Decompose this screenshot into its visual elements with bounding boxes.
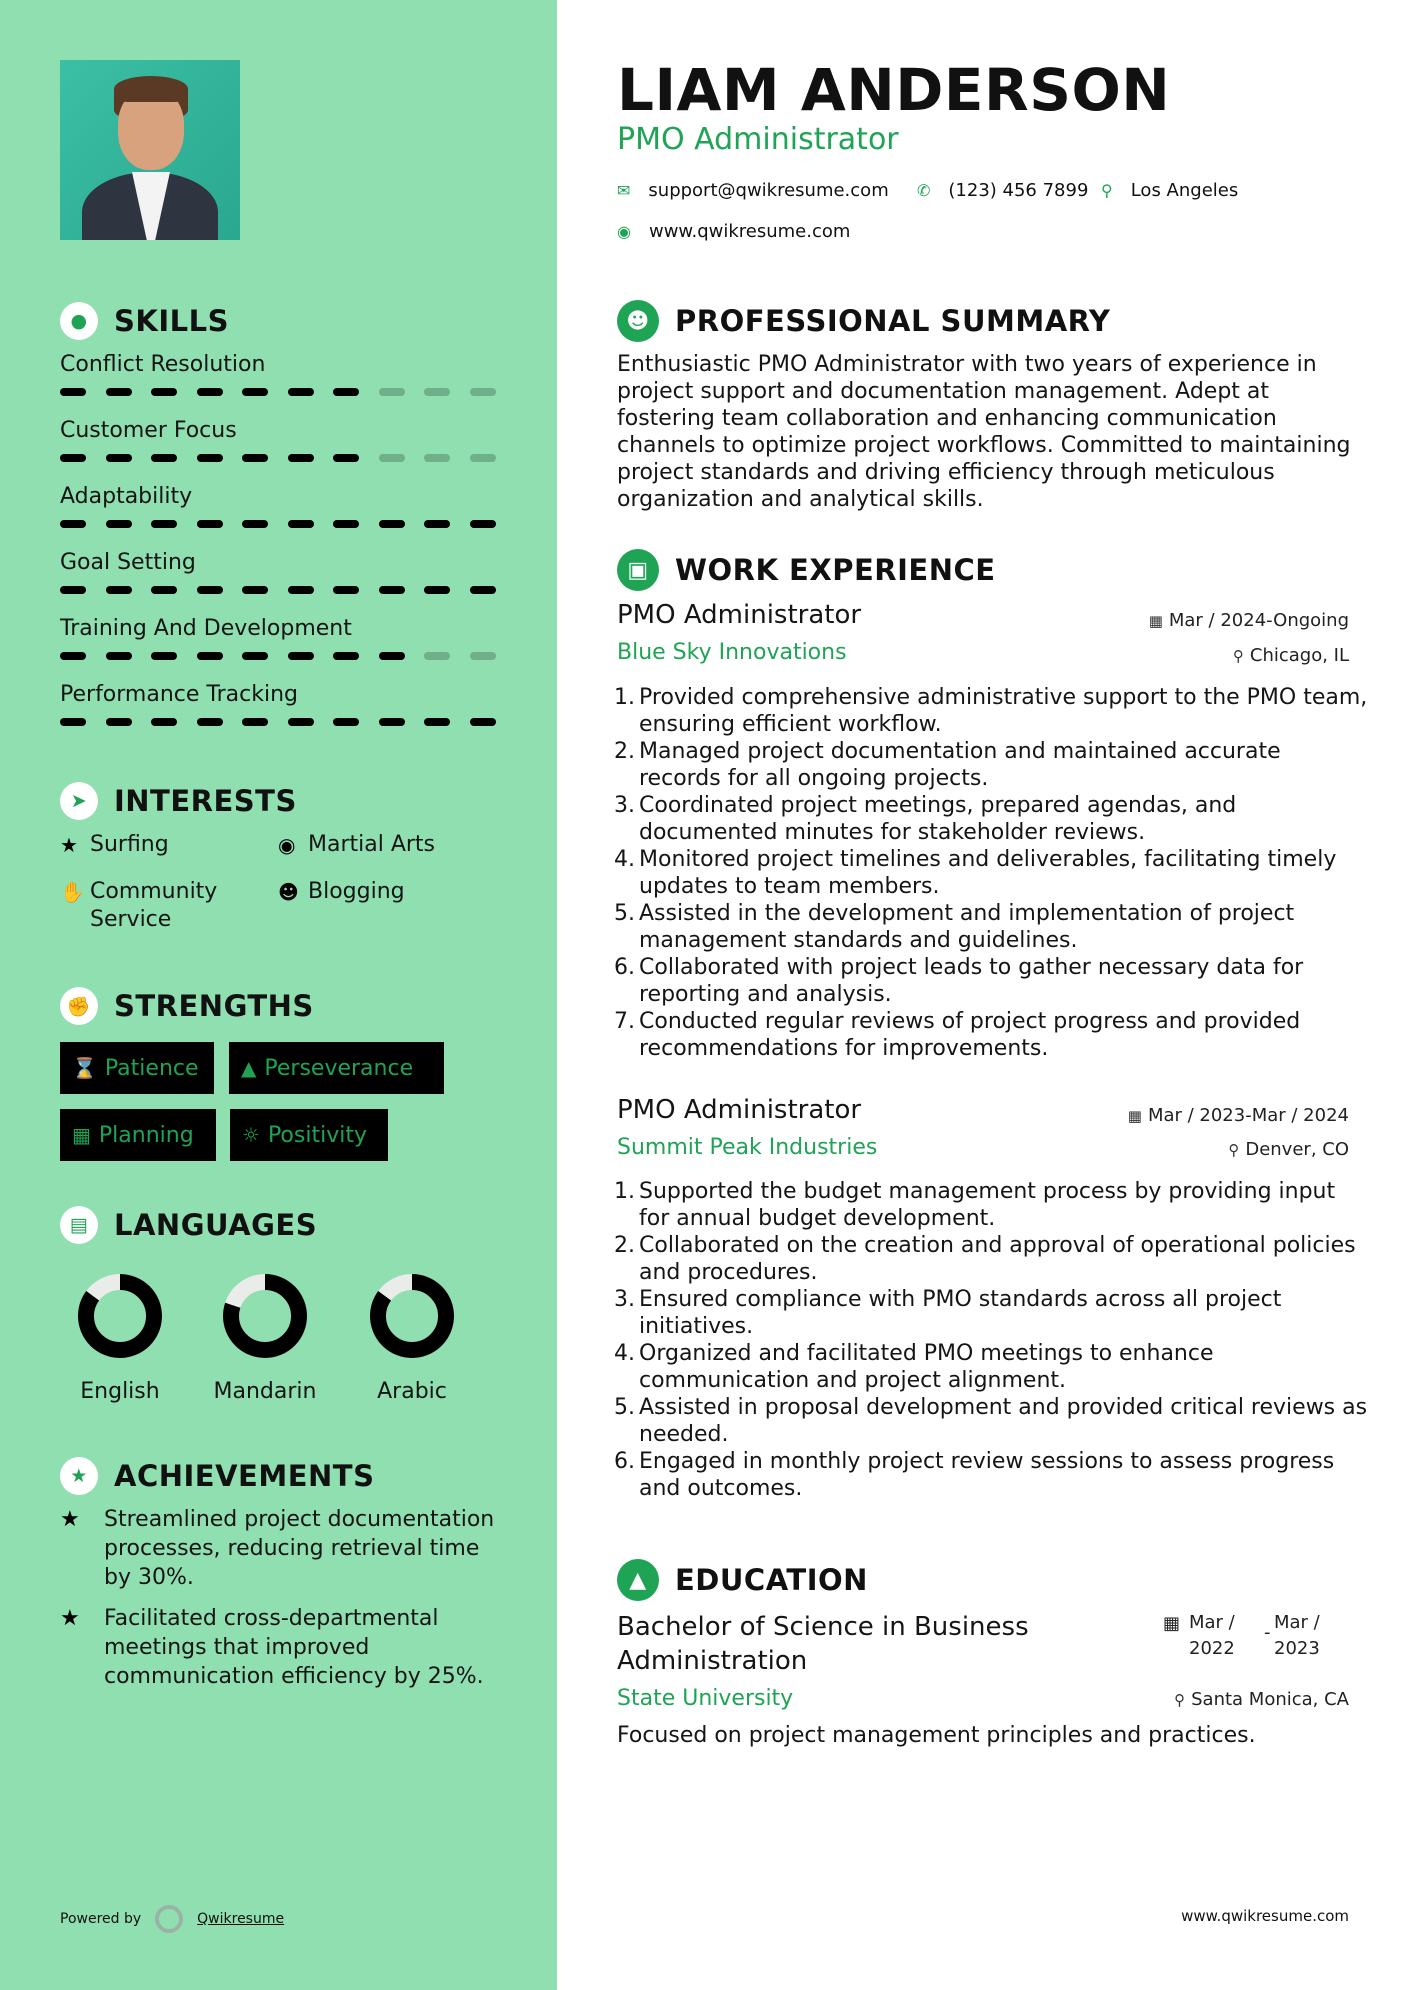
skill-dash-empty (470, 454, 496, 462)
paper-plane-icon: ➤ (60, 782, 98, 820)
candidate-name: LIAM ANDERSON (617, 56, 1171, 124)
hourglass-icon: ⌛ (72, 1056, 97, 1080)
graduation-cap-icon: ▲ (617, 1559, 659, 1601)
skill-dash-filled (60, 718, 86, 726)
duty-text: Conducted regular reviews of project progress and provided recommendations for improvements. (639, 1009, 1301, 1061)
pin-icon: ⚲ (1228, 1141, 1240, 1159)
envelope-icon: ✉ (617, 181, 631, 200)
job-role: PMO Administrator (617, 1095, 862, 1125)
duty-text: Assisted in proposal development and provided critical reviews as needed. (639, 1395, 1368, 1447)
skill-item (60, 418, 500, 446)
skill-item (60, 616, 500, 644)
skill-dash-filled (242, 388, 268, 396)
job-duties (609, 684, 1369, 1062)
skills-heading: ● SKILLS (60, 302, 229, 340)
duty-item (609, 1178, 1369, 1232)
skill-dash-filled (242, 454, 268, 462)
language-name: Mandarin (213, 1379, 317, 1404)
skill-dash-filled (60, 520, 86, 528)
skill-dash-filled (197, 454, 223, 462)
duty-item (609, 954, 1369, 1008)
skill-dash-filled (288, 520, 314, 528)
duty-text: Monitored project timelines and deliverables, facilitating timely updates to team members. (639, 847, 1337, 899)
skill-level-bar (60, 718, 500, 726)
skill-dash-filled (151, 454, 177, 462)
interest-item: ◉ Martial Arts (278, 832, 436, 857)
achievement-item: ★ Streamlined project documentation processes, reducing retrieval time by 30%. (60, 1507, 495, 1590)
education-end-date: Mar / 2023 (1274, 1612, 1320, 1659)
duty-item (609, 900, 1369, 954)
duty-number: 3. (614, 793, 635, 818)
job-date: ▦ Mar / 2024-Ongoing (1148, 610, 1349, 631)
skill-dash-filled (379, 718, 405, 726)
profile-photo (60, 60, 240, 240)
skill-dash-filled (242, 652, 268, 660)
phone-icon: ✆ (917, 181, 931, 200)
skill-dash-filled (288, 718, 314, 726)
interest-item: ★ Surfing (60, 832, 169, 857)
job-company: Blue Sky Innovations (617, 640, 847, 665)
skill-dash-filled (288, 652, 314, 660)
skill-dash-filled (333, 652, 359, 660)
skill-item (60, 484, 500, 512)
achievements-heading: ★ ACHIEVEMENTS (60, 1457, 374, 1495)
skill-item (60, 682, 500, 710)
skill-dash-filled (197, 520, 223, 528)
skill-dash-filled (151, 586, 177, 594)
skill-dash-empty (470, 652, 496, 660)
strength-chip: ▲ Perseverance (229, 1042, 444, 1094)
duty-number: 5. (614, 901, 635, 926)
summary-heading: ☻ PROFESSIONAL SUMMARY (617, 300, 1110, 342)
qwikresume-logo-icon (155, 1905, 183, 1933)
skill-dash-filled (333, 454, 359, 462)
skill-dash-empty (379, 454, 405, 462)
main-content (557, 0, 1407, 1990)
duty-text: Managed project documentation and maintained accurate records for all ongoing projects. (639, 739, 1281, 791)
language-proficiency-ring (220, 1271, 310, 1361)
interest-item: ✋ Community Service (60, 879, 218, 932)
skill-dash-filled (242, 586, 268, 594)
footer-website[interactable]: www.qwikresume.com (1181, 1907, 1349, 1925)
skill-dash-filled (333, 520, 359, 528)
powered-by: Powered by Qwikresume (60, 1905, 284, 1933)
fist-icon: ✊ (60, 987, 98, 1025)
candidate-title: PMO Administrator (617, 122, 899, 157)
language-proficiency-ring (75, 1271, 165, 1361)
strength-chip: ☼ Positivity (230, 1109, 388, 1161)
skill-dash-filled (242, 718, 268, 726)
duty-text: Coordinated project meetings, prepared agendas, and documented minutes for stakeholder reviews. (639, 793, 1237, 845)
skill-dash-filled (197, 718, 223, 726)
calendar-icon: ▦ (1148, 612, 1163, 630)
duty-number: 6. (614, 955, 635, 980)
contact-location: ⚲ Los Angeles (1101, 180, 1239, 201)
duty-item (609, 1340, 1369, 1394)
duty-item (609, 1008, 1369, 1062)
calendar-icon: ▦ (1127, 1107, 1142, 1125)
skill-dash-filled (106, 520, 132, 528)
skill-dash-filled (151, 718, 177, 726)
skill-dash-filled (197, 388, 223, 396)
duty-text: Collaborated on the creation and approval of operational policies and procedures. (639, 1233, 1356, 1285)
summary-text: Enthusiastic PMO Administrator with two years of experience in project support and documentation management. Adept at fostering team collaboration and enhancing communication channels to optimize project workflows. Committed to maintaining project standards and driving efficiency through meticulous organization and analytical skills. (617, 352, 1351, 512)
job-date: ▦ Mar / 2023-Mar / 2024 (1127, 1105, 1349, 1126)
strength-chip: ▦ Planning (60, 1109, 216, 1161)
duty-number: 2. (614, 739, 635, 764)
skill-dash-filled (197, 652, 223, 660)
skill-dash-filled (60, 586, 86, 594)
skill-dash-filled (106, 718, 132, 726)
skill-dash-filled (60, 388, 86, 396)
work-heading: ▣ WORK EXPERIENCE (617, 549, 996, 591)
language-item (200, 1271, 330, 1404)
date-separator: - (1264, 1622, 1271, 1643)
education-school: State University (617, 1686, 794, 1711)
skill-dash-empty (424, 454, 450, 462)
education-start-date: Mar / 2022 (1189, 1612, 1235, 1659)
job-duties (609, 1178, 1369, 1502)
star-icon: ★ (60, 1606, 80, 1631)
job-company: Summit Peak Industries (617, 1135, 878, 1160)
skill-item (60, 550, 500, 578)
achievement-item: ★ Facilitated cross-departmental meetings that improved communication efficiency by 25%. (60, 1606, 484, 1689)
contact-email[interactable]: ✉ support@qwikresume.com (617, 180, 889, 201)
strength-chip: ⌛ Patience (60, 1042, 214, 1094)
map-pin-icon: ⚲ (1101, 181, 1113, 200)
skill-dash-filled (333, 586, 359, 594)
skill-dash-filled (106, 454, 132, 462)
duty-text: Assisted in the development and implementation of project management standards and guidelines. (639, 901, 1295, 953)
duty-text: Organized and facilitated PMO meetings to enhance communication and project alignment. (639, 1341, 1214, 1393)
skill-dash-filled (379, 520, 405, 528)
contact-website[interactable]: ◉ www.qwikresume.com (617, 221, 851, 242)
skill-dash-filled (379, 586, 405, 594)
hand-icon: ✋ (60, 880, 85, 904)
skill-dash-filled (470, 718, 496, 726)
calendar-icon: ▦ (1163, 1613, 1181, 1634)
skill-dash-filled (197, 586, 223, 594)
duty-number: 6. (614, 1449, 635, 1474)
interest-item: ☻ Blogging (278, 879, 405, 904)
duty-number: 4. (614, 1341, 635, 1366)
skill-name: Goal Setting (60, 550, 196, 575)
duty-item (609, 846, 1369, 900)
skill-dash-filled (106, 652, 132, 660)
duty-item (609, 1286, 1369, 1340)
interests-heading: ➤ INTERESTS (60, 782, 297, 820)
award-icon: ★ (60, 1457, 98, 1495)
skill-dash-filled (333, 718, 359, 726)
skill-dash-empty (424, 652, 450, 660)
skill-name: Training And Development (60, 616, 352, 641)
skill-dash-filled (333, 388, 359, 396)
skill-dash-filled (424, 520, 450, 528)
duty-number: 5. (614, 1395, 635, 1420)
duty-text: Supported the budget management process by providing input for annual budget development. (639, 1179, 1336, 1231)
duty-item (609, 1394, 1369, 1448)
duty-item (609, 1448, 1369, 1502)
skill-level-bar (60, 388, 500, 396)
skill-dash-filled (288, 454, 314, 462)
skill-dash-filled (151, 520, 177, 528)
skill-dash-filled (379, 652, 405, 660)
skill-dash-empty (424, 388, 450, 396)
skill-name: Conflict Resolution (60, 352, 266, 377)
skill-dash-filled (106, 586, 132, 594)
skill-dash-filled (60, 652, 86, 660)
skill-level-bar (60, 454, 500, 462)
duty-number: 7. (614, 1009, 635, 1034)
duty-item (609, 738, 1369, 792)
skill-level-bar (60, 652, 500, 660)
skill-dash-filled (470, 586, 496, 594)
skill-level-bar (60, 520, 500, 528)
duty-number: 1. (614, 685, 635, 710)
globe-icon: ◉ (617, 222, 631, 241)
job-location: ⚲ Denver, CO (1228, 1139, 1349, 1160)
language-name: English (80, 1379, 160, 1404)
duty-item (609, 792, 1369, 846)
skill-dash-filled (424, 586, 450, 594)
skill-dash-filled (288, 586, 314, 594)
languages-heading: ▤ LANGUAGES (60, 1206, 317, 1244)
skill-dash-filled (60, 454, 86, 462)
education-description: Focused on project management principles and practices. (617, 1723, 1256, 1748)
road-icon: ▲ (241, 1056, 257, 1080)
qwikresume-link[interactable]: Qwikresume (197, 1911, 285, 1927)
skill-dash-filled (151, 652, 177, 660)
star-icon: ★ (60, 1507, 80, 1532)
skill-dash-filled (470, 520, 496, 528)
skill-dash-filled (242, 520, 268, 528)
skill-dash-empty (379, 388, 405, 396)
skill-name: Customer Focus (60, 418, 237, 443)
duty-text: Engaged in monthly project review sessions to assess progress and outcomes. (639, 1449, 1335, 1501)
duty-number: 1. (614, 1179, 635, 1204)
pin-icon: ⚲ (1232, 647, 1244, 665)
users-icon: ☻ (278, 880, 299, 904)
education-heading: ▲ EDUCATION (617, 1559, 868, 1601)
skill-dash-filled (151, 388, 177, 396)
skill-level-bar (60, 586, 500, 594)
duty-item (609, 1232, 1369, 1286)
language-name: Arabic (377, 1379, 447, 1404)
calendar-icon: ▦ (72, 1123, 91, 1147)
duty-number: 4. (614, 847, 635, 872)
strengths-heading: ✊ STRENGTHS (60, 987, 314, 1025)
job-location: ⚲ Chicago, IL (1232, 645, 1349, 666)
globe-icon: ◉ (278, 833, 296, 857)
lightbulb-icon: ● (60, 302, 98, 340)
language-item (347, 1271, 477, 1404)
duty-item (609, 684, 1369, 738)
duty-text: Collaborated with project leads to gather necessary data for reporting and analysis. (639, 955, 1304, 1007)
job-role: PMO Administrator (617, 600, 862, 630)
language-icon: ▤ (60, 1206, 98, 1244)
sun-icon: ☼ (242, 1123, 260, 1147)
skill-dash-filled (424, 718, 450, 726)
skill-item (60, 352, 500, 380)
pin-icon: ⚲ (1174, 1691, 1186, 1709)
skill-dash-empty (470, 388, 496, 396)
duty-number: 2. (614, 1233, 635, 1258)
skill-dash-filled (288, 388, 314, 396)
education-degree: Bachelor of Science in Business Administration (617, 1612, 1029, 1676)
duty-number: 3. (614, 1287, 635, 1312)
language-proficiency-ring (367, 1271, 457, 1361)
duty-text: Ensured compliance with PMO standards across all project initiatives. (639, 1287, 1282, 1339)
user-icon: ☻ (617, 300, 659, 342)
briefcase-icon: ▣ (617, 549, 659, 591)
duty-text: Provided comprehensive administrative support to the PMO team, ensuring efficient workflow. (639, 685, 1368, 737)
language-item (55, 1271, 185, 1404)
contact-phone[interactable]: ✆ (123) 456 7899 (917, 180, 1089, 201)
star-icon: ★ (60, 833, 78, 857)
skill-name: Performance Tracking (60, 682, 298, 707)
education-location: ⚲ Santa Monica, CA (1174, 1689, 1349, 1710)
sidebar (0, 0, 557, 1990)
skill-name: Adaptability (60, 484, 193, 509)
skill-dash-filled (106, 388, 132, 396)
